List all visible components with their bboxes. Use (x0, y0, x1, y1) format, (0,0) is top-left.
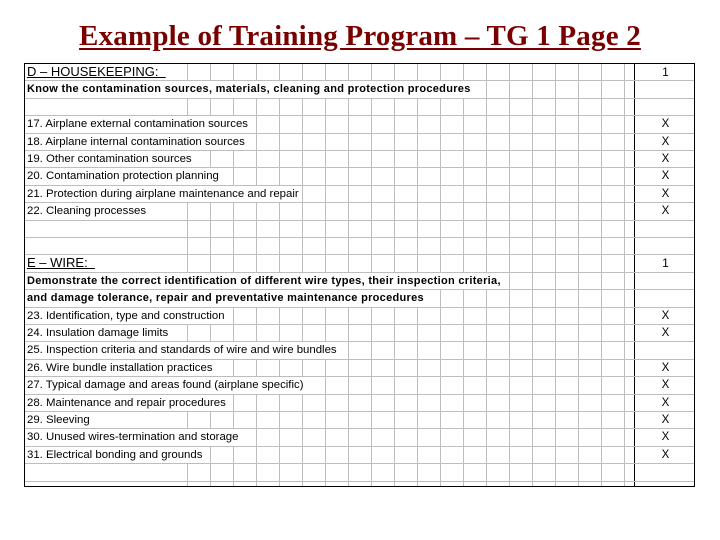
section-level-number: 1 (662, 256, 669, 271)
training-program-sheet (24, 63, 695, 487)
training-item-label: 18. Airplane internal contamination sources (27, 134, 247, 150)
completion-mark: X (661, 361, 670, 374)
section-description: and damage tolerance, repair and preventative maintenance procedures (27, 290, 426, 306)
section-title-text: E – WIRE: (27, 255, 95, 271)
section-description-row (25, 290, 694, 307)
training-item-row (25, 395, 694, 412)
completion-mark: X (661, 118, 670, 131)
training-item-row (25, 325, 694, 342)
completion-mark: X (661, 379, 670, 392)
completion-mark: X (661, 170, 670, 183)
training-item-label: 22. Cleaning processes (27, 203, 148, 219)
training-item-label: 26. Wire bundle installation practices (27, 360, 215, 376)
training-item-row (25, 203, 694, 220)
training-item-label: 30. Unused wires-termination and storage (27, 429, 240, 445)
section-description: Demonstrate the correct identification of different wire types, their inspection criteria, (27, 273, 503, 289)
slide-title: Example of Training Program – TG 1 Page 2 (79, 20, 641, 52)
training-item-label: 19. Other contamination sources (27, 151, 194, 167)
completion-mark: X (661, 327, 670, 339)
training-item-label: 28. Maintenance and repair procedures (27, 395, 228, 411)
completion-mark: X (661, 153, 670, 165)
training-item-label: 23. Identification, type and construction (27, 308, 227, 324)
section-header-row (25, 255, 694, 272)
section-description-row (25, 81, 694, 98)
blank-row (25, 464, 694, 481)
training-item-label: 25. Inspection criteria and standards of wire and wire bundles (27, 342, 339, 358)
completion-mark: X (661, 187, 670, 200)
training-item-row (25, 412, 694, 429)
training-item-row (25, 447, 694, 464)
training-item-label: 21. Protection during airplane maintenance and repair (27, 186, 301, 202)
blank-row (25, 221, 694, 238)
training-item-row (25, 186, 694, 203)
training-item-row (25, 134, 694, 151)
training-item-label: 24. Insulation damage limits (27, 325, 170, 341)
blank-row (25, 482, 694, 487)
training-item-row (25, 308, 694, 325)
section-description: Know the contamination sources, materials, cleaning and protection procedures (27, 81, 473, 97)
training-item-label: 20. Contamination protection planning (27, 168, 221, 184)
training-item-row (25, 429, 694, 446)
training-item-label: 27. Typical damage and areas found (airplane specific) (27, 377, 306, 393)
completion-mark: X (661, 309, 670, 322)
training-item-label: 31. Electrical bonding and grounds (27, 447, 204, 463)
section-title (27, 255, 97, 271)
section-level-number: 1 (662, 65, 669, 79)
training-item-row (25, 116, 694, 133)
training-item-row (25, 342, 694, 359)
completion-mark: X (661, 135, 670, 148)
section-header-row (25, 64, 694, 81)
section-title-text: D – HOUSEKEEPING: (27, 64, 166, 79)
training-item-label: 17. Airplane external contamination sources (27, 116, 250, 132)
completion-mark: X (661, 431, 670, 444)
section-title (27, 64, 168, 80)
training-item-row (25, 168, 694, 185)
training-item-label: 29. Sleeving (27, 412, 92, 428)
completion-mark: X (661, 414, 670, 426)
training-item-row (25, 377, 694, 394)
blank-row (25, 238, 694, 255)
completion-mark: X (661, 448, 670, 461)
training-item-row (25, 151, 694, 168)
completion-mark: X (661, 396, 670, 409)
training-item-row (25, 360, 694, 377)
blank-row (25, 99, 694, 116)
section-description-row (25, 273, 694, 290)
completion-mark: X (661, 205, 670, 218)
